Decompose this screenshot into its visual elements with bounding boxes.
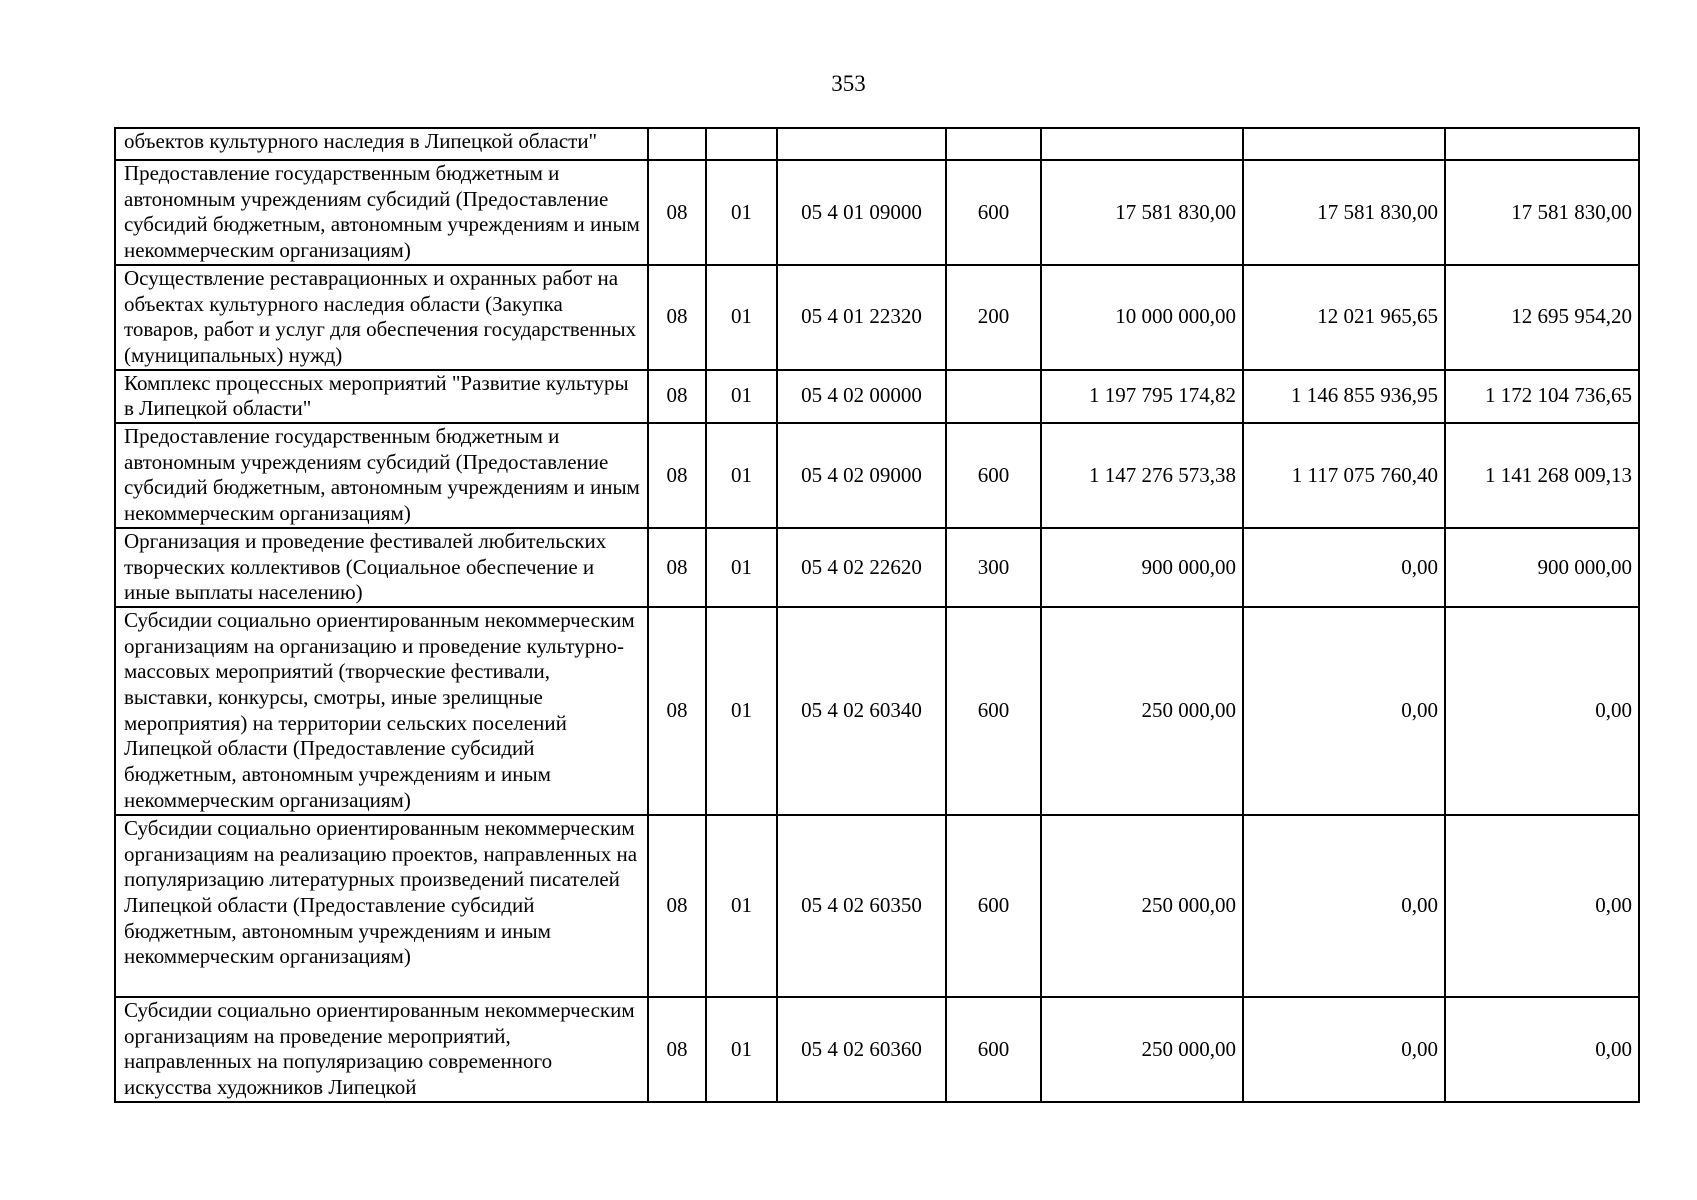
section-code: 08 <box>648 423 706 528</box>
amount-year-3: 1 141 268 009,13 <box>1445 423 1639 528</box>
amount-year-1: 250 000,00 <box>1041 607 1243 815</box>
target-item-code: 05 4 01 22320 <box>777 265 946 370</box>
amount-year-1: 250 000,00 <box>1041 815 1243 997</box>
subsection-code: 01 <box>706 528 777 607</box>
amount-year-2 <box>1243 128 1445 160</box>
subsection-code: 01 <box>706 265 777 370</box>
section-code: 08 <box>648 997 706 1102</box>
amount-year-3: 0,00 <box>1445 997 1639 1102</box>
amount-year-1 <box>1041 128 1243 160</box>
subsection-code: 01 <box>706 370 777 423</box>
amount-year-3: 0,00 <box>1445 607 1639 815</box>
expense-type-code: 600 <box>946 160 1041 265</box>
section-code: 08 <box>648 265 706 370</box>
amount-year-1: 1 147 276 573,38 <box>1041 423 1243 528</box>
expense-type-code: 200 <box>946 265 1041 370</box>
amount-year-3 <box>1445 128 1639 160</box>
expense-type-code <box>946 370 1041 423</box>
table-row <box>115 997 1639 1102</box>
amount-year-2: 1 117 075 760,40 <box>1243 423 1445 528</box>
expense-type-code: 300 <box>946 528 1041 607</box>
target-item-code: 05 4 02 60340 <box>777 607 946 815</box>
budget-table <box>114 127 1640 1103</box>
section-code: 08 <box>648 370 706 423</box>
row-description: объектов культурного наследия в Липецкой области" <box>115 128 648 160</box>
subsection-code: 01 <box>706 815 777 997</box>
amount-year-2: 17 581 830,00 <box>1243 160 1445 265</box>
section-code: 08 <box>648 607 706 815</box>
amount-year-2: 1 146 855 936,95 <box>1243 370 1445 423</box>
target-item-code: 05 4 02 22620 <box>777 528 946 607</box>
amount-year-3: 0,00 <box>1445 815 1639 997</box>
section-code: 08 <box>648 528 706 607</box>
amount-year-1: 10 000 000,00 <box>1041 265 1243 370</box>
target-item-code: 05 4 01 09000 <box>777 160 946 265</box>
amount-year-2: 12 021 965,65 <box>1243 265 1445 370</box>
table-row <box>115 370 1639 423</box>
amount-year-2: 0,00 <box>1243 815 1445 997</box>
table-row <box>115 607 1639 815</box>
row-description: Организация и проведение фестивалей любительских творческих коллективов (Социальное обеспечение и иные выплаты населению) <box>115 528 648 607</box>
subsection-code: 01 <box>706 423 777 528</box>
row-description: Осуществление реставрационных и охранных работ на объектах культурного наследия области (Закупка товаров, работ и услуг для обеспечения государственных (муниципальных) нужд) <box>115 265 648 370</box>
subsection-code: 01 <box>706 607 777 815</box>
amount-year-3: 1 172 104 736,65 <box>1445 370 1639 423</box>
target-item-code: 05 4 02 60350 <box>777 815 946 997</box>
row-description: Субсидии социально ориентированным некоммерческим организациям на организацию и проведение культурно-массовых мероприятий (творческие фестивали, выставки, конкурсы, смотры, иные зрелищные мероприятия) на территории сельских поселений Липецкой области (Предоставление субсидий бюджетным, автономным учреждениям и иным некоммерческим организациям) <box>115 607 648 815</box>
amount-year-1: 17 581 830,00 <box>1041 160 1243 265</box>
amount-year-1: 900 000,00 <box>1041 528 1243 607</box>
subsection-code: 01 <box>706 160 777 265</box>
row-description: Предоставление государственным бюджетным и автономным учреждениям субсидий (Предоставление субсидий бюджетным, автономным учреждениям и иным некоммерческим организациям) <box>115 423 648 528</box>
expense-type-code: 600 <box>946 997 1041 1102</box>
table-row <box>115 128 1639 160</box>
amount-year-1: 1 197 795 174,82 <box>1041 370 1243 423</box>
amount-year-2: 0,00 <box>1243 607 1445 815</box>
amount-year-3: 900 000,00 <box>1445 528 1639 607</box>
table-row <box>115 528 1639 607</box>
expense-type-code: 600 <box>946 815 1041 997</box>
amount-year-1: 250 000,00 <box>1041 997 1243 1102</box>
target-item-code: 05 4 02 09000 <box>777 423 946 528</box>
target-item-code <box>777 128 946 160</box>
section-code: 08 <box>648 160 706 265</box>
row-description: Субсидии социально ориентированным некоммерческим организациям на реализацию проектов, направленных на популяризацию литературных произведений писателей Липецкой области (Предоставление субсидий бюджетным, автономным учреждениям и иным некоммерческим организациям) <box>115 815 648 997</box>
section-code: 08 <box>648 815 706 997</box>
expense-type-code: 600 <box>946 423 1041 528</box>
amount-year-3: 12 695 954,20 <box>1445 265 1639 370</box>
expense-type-code: 600 <box>946 607 1041 815</box>
table-row <box>115 423 1639 528</box>
target-item-code: 05 4 02 60360 <box>777 997 946 1102</box>
table-row <box>115 160 1639 265</box>
row-description: Субсидии социально ориентированным некоммерческим организациям на проведение мероприятий, направленных на популяризацию современного искусства художников Липецкой <box>115 997 648 1102</box>
target-item-code: 05 4 02 00000 <box>777 370 946 423</box>
table-row <box>115 265 1639 370</box>
expense-type-code <box>946 128 1041 160</box>
amount-year-2: 0,00 <box>1243 528 1445 607</box>
section-code <box>648 128 706 160</box>
subsection-code <box>706 128 777 160</box>
page-number: 353 <box>831 71 866 96</box>
table-row <box>115 815 1639 997</box>
amount-year-2: 0,00 <box>1243 997 1445 1102</box>
row-description: Предоставление государственным бюджетным и автономным учреждениям субсидий (Предоставление субсидий бюджетным, автономным учреждениям и иным некоммерческим организациям) <box>115 160 648 265</box>
subsection-code: 01 <box>706 997 777 1102</box>
row-description: Комплекс процессных мероприятий "Развитие культуры в Липецкой области" <box>115 370 648 423</box>
amount-year-3: 17 581 830,00 <box>1445 160 1639 265</box>
